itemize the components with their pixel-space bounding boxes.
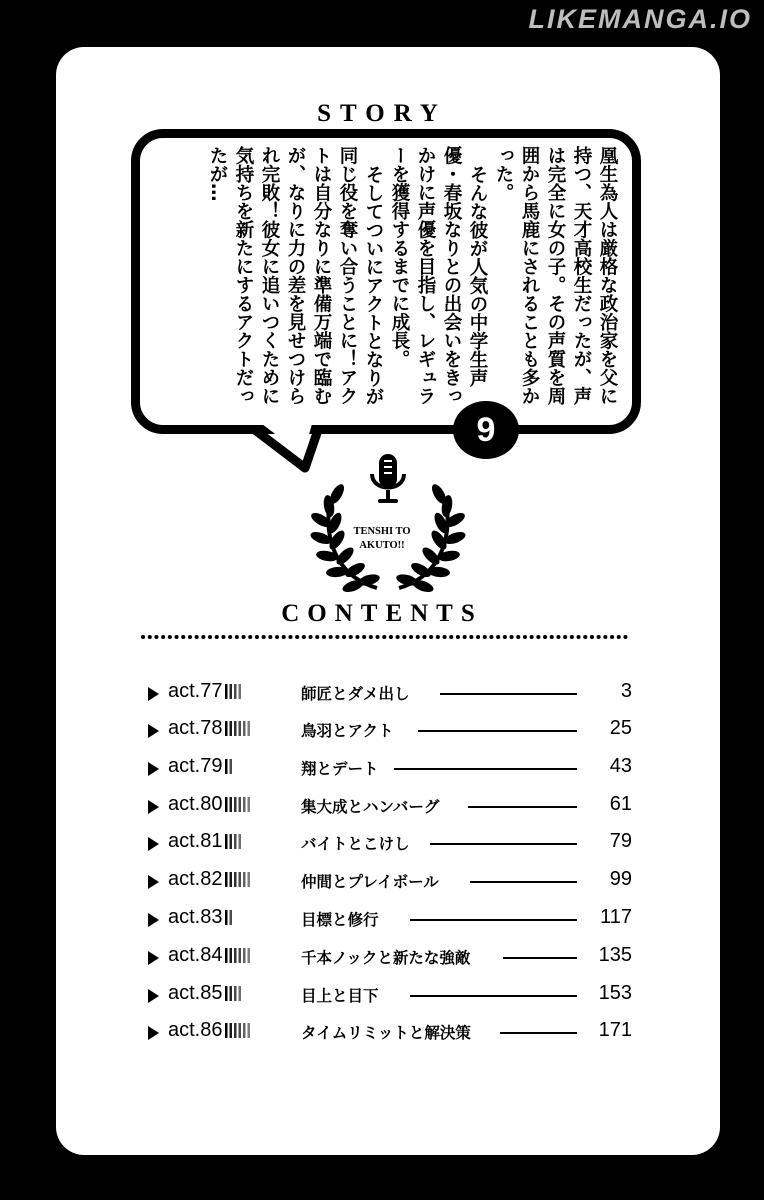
triangle-bullet-icon	[148, 762, 159, 776]
toc-page-number: 61	[609, 793, 632, 815]
story-synopsis	[150, 146, 620, 418]
toc-act-number	[168, 944, 252, 967]
triangle-bullet-icon	[148, 687, 159, 701]
toc-bars-icon	[225, 797, 252, 812]
toc-act-number	[168, 1019, 252, 1042]
toc-act-label: act.78	[168, 717, 223, 739]
site-watermark: LIKEMANGA.IO	[528, 4, 752, 34]
toc-chapter-title: 鳥羽とアクト	[301, 722, 394, 740]
emblem-text-line1: TENSHI TO	[353, 526, 411, 537]
toc-act-number	[168, 830, 243, 853]
toc-act-number	[168, 982, 243, 1005]
triangle-bullet-icon	[148, 913, 159, 927]
triangle-bullet-icon	[148, 800, 159, 814]
toc-entry	[148, 717, 632, 747]
toc-page-number: 117	[600, 906, 632, 928]
toc-page-number: 153	[598, 982, 632, 1004]
story-heading: STORY	[317, 100, 447, 127]
toc-page-number: 43	[609, 755, 632, 777]
toc-act-label: act.81	[168, 830, 223, 852]
toc-act-number	[168, 680, 243, 703]
toc-leader-line	[410, 919, 577, 921]
emblem-text-line2: AKUTO!!	[359, 540, 405, 551]
toc-chapter-title: タイムリミットと解決策	[301, 1024, 471, 1042]
toc-entry	[148, 868, 632, 898]
toc-bars-icon	[225, 910, 234, 925]
toc-page-number: 99	[609, 868, 632, 890]
toc-act-label: act.86	[168, 1019, 223, 1041]
triangle-bullet-icon	[148, 875, 159, 889]
toc-chapter-title: 目標と修行	[301, 911, 379, 929]
toc-leader-line	[503, 957, 577, 959]
toc-bars-icon	[225, 684, 243, 699]
toc-chapter-title: 師匠とダメ出し	[301, 685, 410, 703]
toc-act-number	[168, 717, 252, 740]
toc-act-label: act.77	[168, 680, 223, 702]
toc-act-label: act.84	[168, 944, 223, 966]
toc-leader-line	[440, 693, 577, 695]
toc-chapter-title: 千本ノックと新たな強敵	[301, 949, 471, 967]
toc-chapter-title: バイトとこけし	[301, 835, 410, 853]
toc-entry	[148, 1019, 632, 1049]
toc-bars-icon	[225, 721, 252, 736]
triangle-bullet-icon	[148, 1026, 159, 1040]
toc-bars-icon	[225, 834, 243, 849]
toc-leader-line	[468, 806, 577, 808]
toc-bars-icon	[225, 948, 252, 963]
toc-entry	[148, 793, 632, 823]
triangle-bullet-icon	[148, 724, 159, 738]
toc-chapter-title: 集大成とハンバーグ	[301, 798, 440, 816]
toc-chapter-title: 目上と目下	[301, 987, 379, 1005]
story-paragraph: そしてついにアクトとなりが同じ役を奪い合うことに！アクトは自分なりに準備万端で臨むが、なりに力の差を見せつけられ完敗！彼女に追いつくために気持ちを新たにするアクトだったが…	[207, 146, 384, 405]
triangle-bullet-icon	[148, 951, 159, 965]
toc-page-number: 79	[609, 830, 632, 852]
toc-leader-line	[394, 768, 577, 770]
toc-act-number	[168, 793, 252, 816]
toc-leader-line	[410, 995, 577, 997]
toc-page-number: 171	[598, 1019, 632, 1041]
contents-dotted-divider	[141, 634, 634, 640]
toc-act-number	[168, 868, 252, 891]
toc-bars-icon	[225, 759, 234, 774]
toc-act-number	[168, 755, 234, 778]
toc-bars-icon	[225, 872, 252, 887]
toc-entry	[148, 906, 632, 936]
story-paragraph: そんな彼が人気の中学生声優・春坂なりとの出会いをきっかけに声優を目指し、レギュラーを獲得するまでに成長。	[389, 146, 488, 405]
toc-entry	[148, 982, 632, 1012]
toc-leader-line	[500, 1032, 577, 1034]
toc-act-label: act.85	[168, 982, 223, 1004]
story-paragraph: 凰生為人は厳格な政治家を父に持つ、天才高校生だったが、声は完全に女の子。その声質を周囲から馬鹿にされることも多かった。	[493, 146, 618, 405]
toc-bars-icon	[225, 986, 243, 1001]
toc-act-label: act.80	[168, 793, 223, 815]
toc-act-label: act.79	[168, 755, 223, 777]
toc-entry	[148, 755, 632, 785]
toc-entry	[148, 944, 632, 974]
toc-act-label: act.83	[168, 906, 223, 928]
toc-leader-line	[470, 881, 577, 883]
laurel-microphone-emblem	[307, 448, 469, 598]
toc-act-number	[168, 906, 234, 929]
toc-entry	[148, 830, 632, 860]
contents-heading: CONTENTS	[281, 600, 483, 627]
toc-page-number: 3	[620, 680, 632, 702]
toc-leader-line	[418, 730, 577, 732]
toc-chapter-title: 翔とデート	[301, 760, 379, 778]
toc-page-number: 25	[609, 717, 632, 739]
toc-bars-icon	[225, 1023, 252, 1038]
triangle-bullet-icon	[148, 837, 159, 851]
toc-entry	[148, 680, 632, 710]
toc-chapter-title: 仲間とプレイボール	[301, 873, 439, 891]
volume-number-badge: 9	[453, 401, 519, 459]
toc-leader-line	[430, 843, 577, 845]
toc-act-label: act.82	[168, 868, 223, 890]
toc-page-number: 135	[598, 944, 632, 966]
triangle-bullet-icon	[148, 989, 159, 1003]
